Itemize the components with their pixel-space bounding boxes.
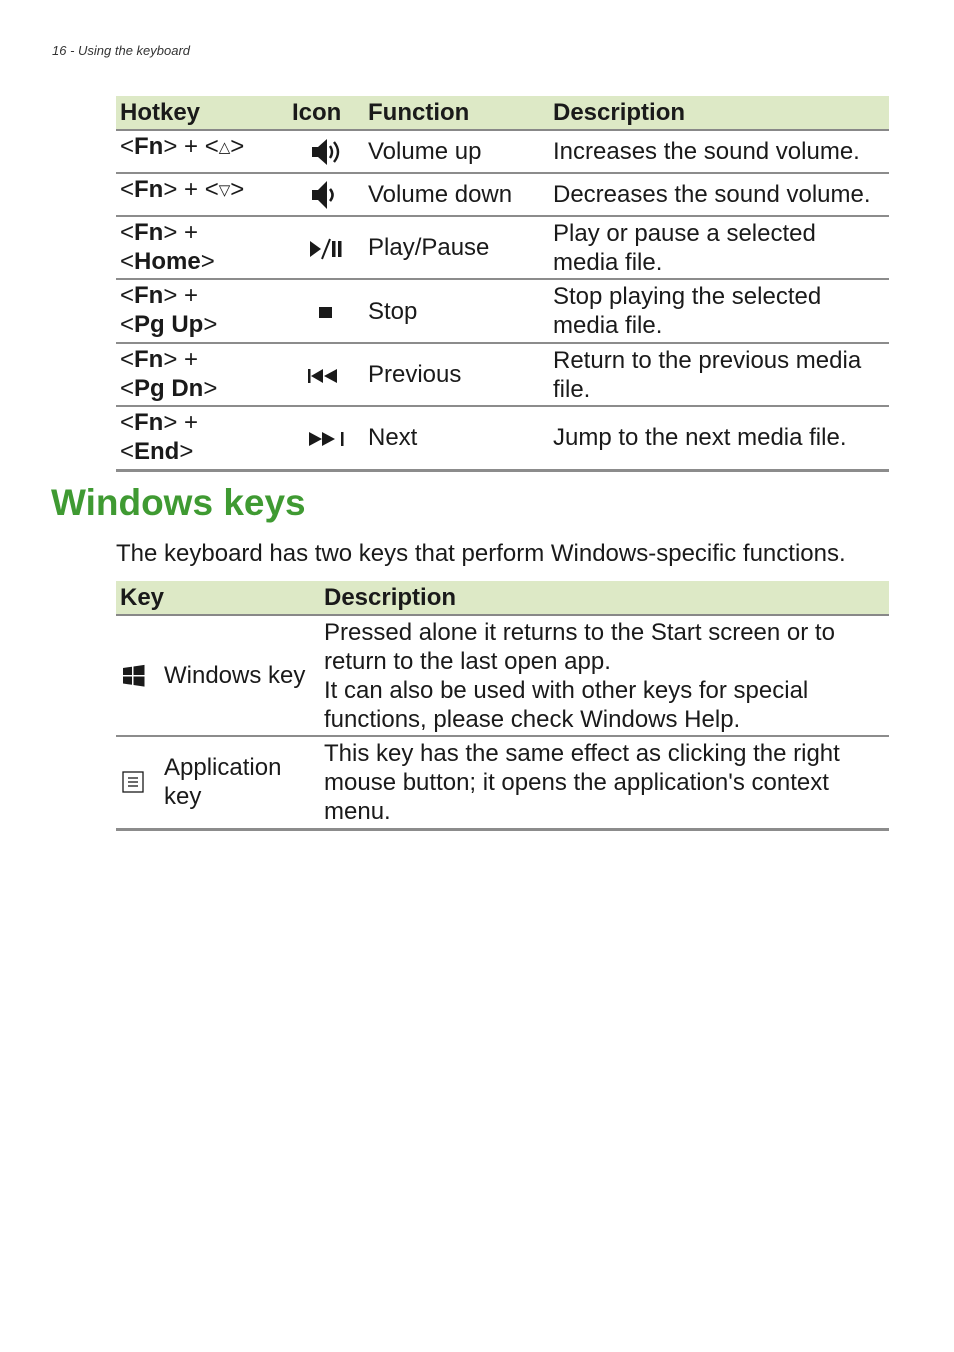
icon-cell — [288, 130, 364, 173]
icon-cell — [288, 406, 364, 470]
hotkey-cell: <Fn> + <Pg Dn> — [116, 343, 288, 406]
column-header-function: Function — [364, 96, 549, 130]
hotkey-cell: <Fn> + <▽> — [116, 173, 288, 216]
hotkey-cell: <Fn> + <Home> — [116, 216, 288, 279]
fn-key-label: Fn — [134, 176, 164, 203]
key-name: Application key — [164, 754, 282, 811]
plus-sign: + — [177, 176, 205, 203]
running-header: 16 - Using the keyboard — [52, 43, 191, 58]
key-cell — [116, 736, 320, 829]
column-header-key: Key — [116, 581, 320, 615]
icon-cell — [288, 343, 364, 406]
key-label: ▽ — [218, 182, 231, 200]
function-cell: Previous — [364, 343, 549, 406]
table-row — [116, 615, 889, 736]
column-header-icon: Icon — [288, 96, 364, 130]
table-row — [116, 343, 889, 406]
next-icon — [307, 431, 345, 447]
function-cell: Volume up — [364, 130, 549, 173]
function-cell: Stop — [364, 279, 549, 343]
description-cell — [320, 615, 889, 736]
key-label: Pg Dn — [134, 375, 204, 402]
windows-logo-icon — [116, 663, 164, 689]
description-line: Pressed alone it returns to the Start screen or to return to the last open app. — [324, 618, 835, 675]
function-cell: Play/Pause — [364, 216, 549, 279]
description-cell: Stop playing the selected media file. — [549, 279, 889, 343]
hotkey-table — [116, 96, 889, 472]
description-line: It can also be used with other keys for special functions, please check Windows Help. — [324, 676, 809, 733]
description-cell: Return to the previous media file. — [549, 343, 889, 406]
table-row — [116, 736, 889, 829]
icon-cell — [288, 173, 364, 216]
key-label: Home — [134, 248, 201, 275]
table-row — [116, 216, 889, 279]
hotkey-cell: <Fn> + <△> — [116, 130, 288, 173]
plus-sign: + — [177, 219, 199, 246]
column-header-description: Description — [549, 96, 889, 130]
plus-sign: + — [177, 409, 199, 436]
fn-key-label: Fn — [134, 409, 164, 436]
hotkey-table-header — [116, 96, 889, 130]
key-label: △ — [218, 139, 231, 157]
section-intro: The keyboard has two keys that perform Windows-specific functions. — [116, 540, 846, 567]
key-label: End — [134, 438, 180, 465]
stop-icon — [318, 304, 334, 320]
column-header-hotkey: Hotkey — [116, 96, 288, 130]
description-cell — [320, 736, 889, 829]
table-row — [116, 130, 889, 173]
fn-key-label: Fn — [134, 133, 164, 160]
icon-cell — [288, 279, 364, 343]
description-cell: Play or pause a selected media file. — [549, 216, 889, 279]
column-header-description: Description — [320, 581, 889, 615]
description-line: This key has the same effect as clicking the right mouse button; it opens the application's context menu. — [324, 739, 840, 825]
windows-keys-table — [116, 581, 889, 831]
description-cell: Increases the sound volume. — [549, 130, 889, 173]
fn-key-label: Fn — [134, 282, 164, 309]
plus-sign: + — [177, 346, 199, 373]
hotkey-cell: <Fn> + <End> — [116, 406, 288, 470]
description-cell: Jump to the next media file. — [549, 406, 889, 470]
hotkey-cell: <Fn> + <Pg Up> — [116, 279, 288, 343]
table-row — [116, 173, 889, 216]
section-title: Windows keys — [51, 482, 306, 523]
description-cell: Decreases the sound volume. — [549, 173, 889, 216]
fn-key-label: Fn — [134, 346, 164, 373]
plus-sign: + — [177, 133, 205, 160]
key-label: Pg Up — [134, 311, 204, 338]
previous-icon — [307, 368, 345, 384]
key-cell — [116, 615, 320, 736]
fn-key-label: Fn — [134, 219, 164, 246]
table-row — [116, 279, 889, 343]
function-cell: Next — [364, 406, 549, 470]
volume-down-icon — [309, 178, 343, 212]
key-name: Windows key — [164, 662, 306, 689]
application-menu-icon — [116, 770, 164, 794]
plus-sign: + — [177, 282, 199, 309]
table-row — [116, 406, 889, 470]
windows-keys-table-header — [116, 581, 889, 615]
icon-cell — [288, 216, 364, 279]
volume-up-icon — [309, 136, 343, 168]
function-cell: Volume down — [364, 173, 549, 216]
play-pause-icon — [308, 238, 344, 260]
